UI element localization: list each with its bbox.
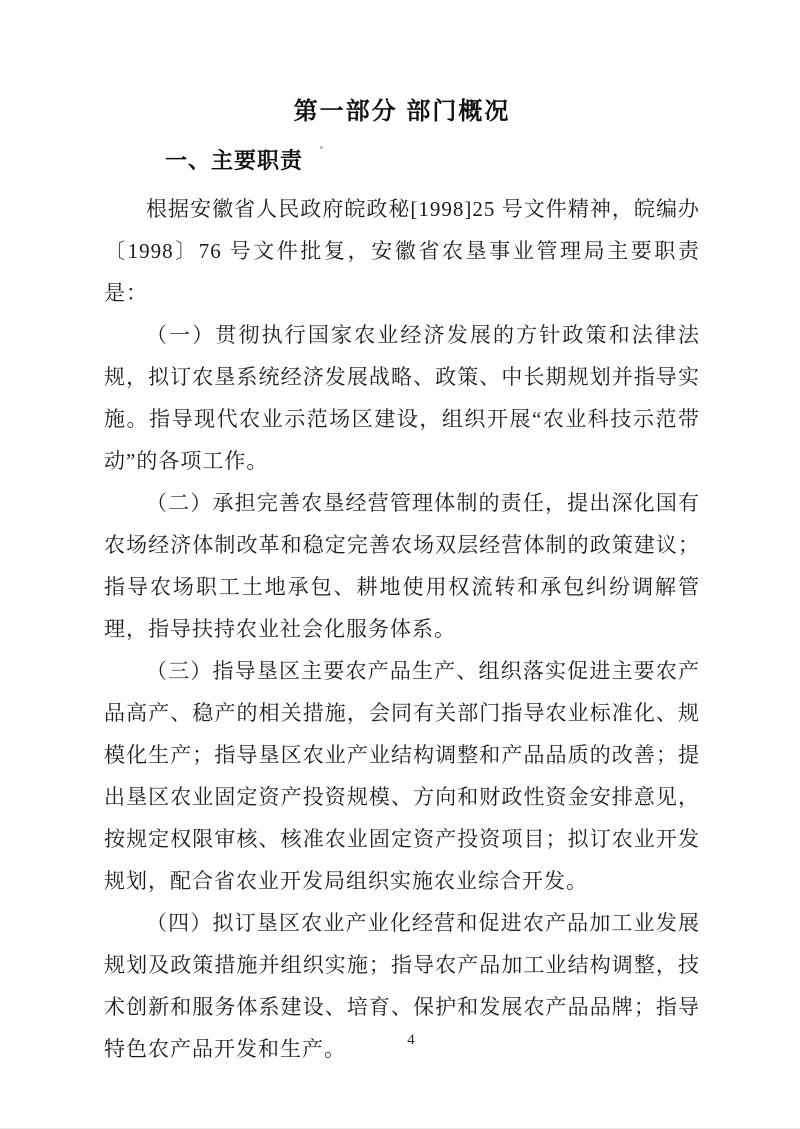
paragraph-item-4: （四）拟订垦区农业产业化经营和促进农产品加工业发展规划及政策措施并组织实施；指导农产品加工业结构调整，技术创新和服务体系建设、培育、保护和发展农产品品牌；指导特色农产品开发和生产。 [104,911,700,1061]
page-title: 第一部分 部门概况 [293,98,511,125]
paragraph-item-3: （三）指导垦区主要农产品生产、组织落实促进主要农产品高产、稳产的相关措施，会同有关部门指导农业标准化、规模化生产；指导垦区农业产业结构调整和产品品质的改善；提出垦区农业固定资产投资规模、方向和财政性资金安排意见，按规定权限审核、核准农业固定资产投资项目；拟订农业开发规划，配合省农业开发局组织实施农业综合开发。 [104,659,700,893]
document-content [104,0,700,1070]
paragraph-item-2: （二）承担完善农垦经营管理体制的责任，提出深化国有农场经济体制改革和稳定完善农场双层经营体制的政策建议；指导农场职工土地承包、耕地使用权流转和承包纠纷调解管理，指导扶持农业社会化服务体系。 [104,491,700,641]
paragraph-intro: 根据安徽省人民政府皖政秘[1998]25 号文件精神，皖编办〔1998〕76 号文件批复，安徽省农垦事业管理局主要职责是： [104,197,700,305]
page-number: 4 [407,1032,415,1048]
document-body [104,188,700,1070]
paragraph-item-1: （一）贯彻执行国家农业经济发展的方针政策和法律法规，拟订农垦系统经济发展战略、政策、中长期规划并指导实施。指导现代农业示范场区建设，组织开展“农业科技示范带动”的各项工作。 [104,323,700,473]
section-heading: 一、主要职责 [165,148,304,173]
